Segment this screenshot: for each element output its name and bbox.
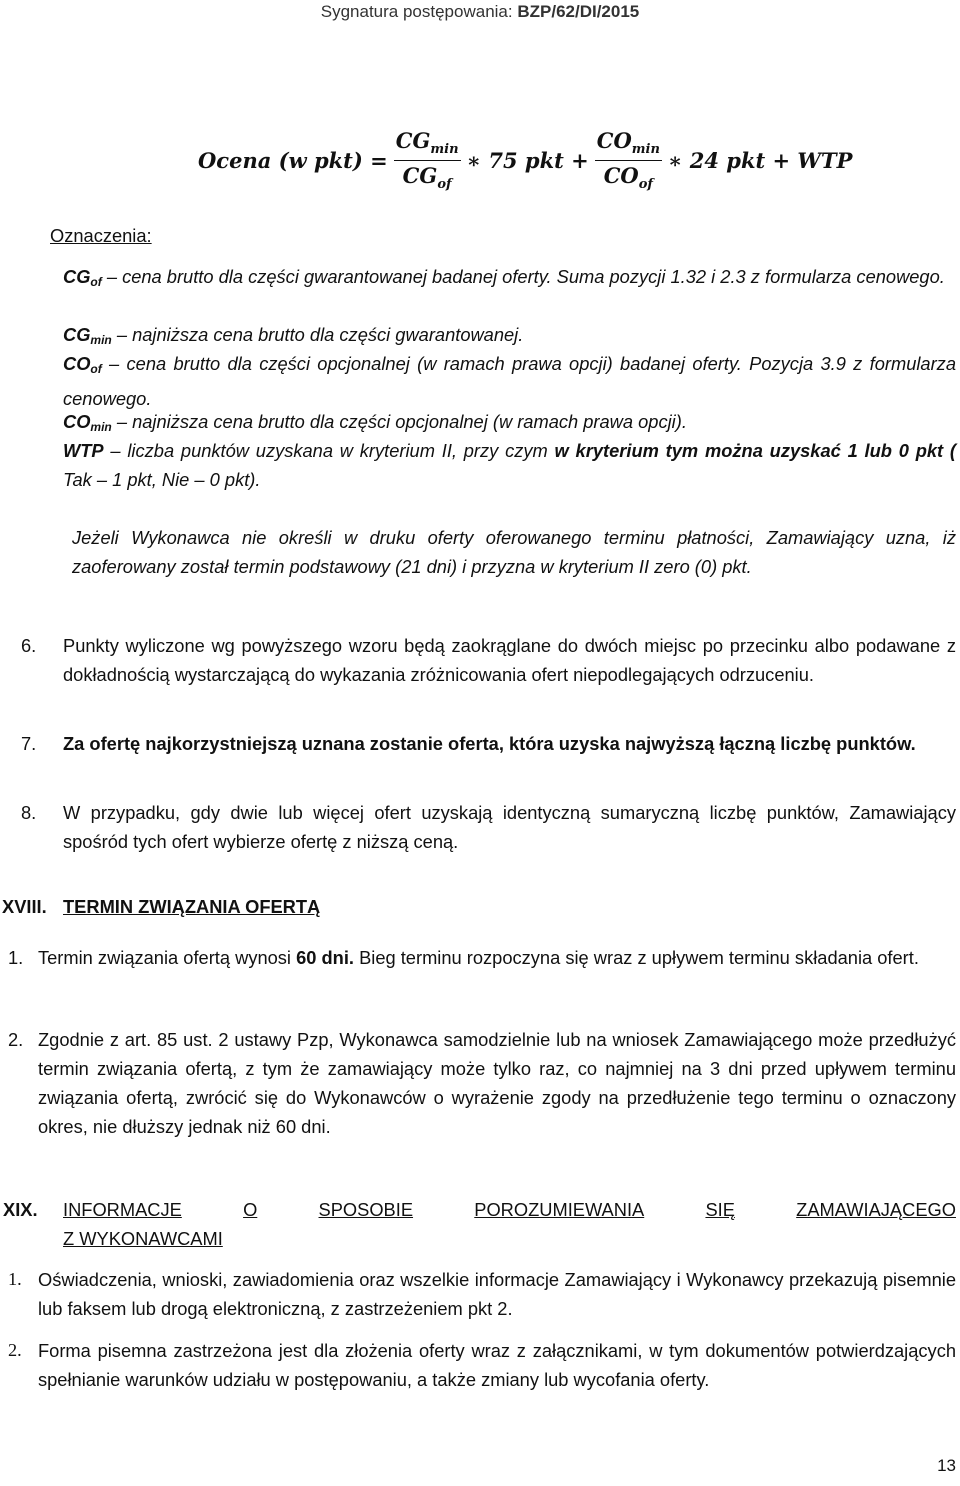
cg-of-symbol: CG — [402, 162, 438, 188]
co-of-sub: of — [638, 176, 653, 192]
cg-min-text: – najniższa cena brutto dla części gwarantowanej. — [111, 324, 524, 345]
xix-title-word: SIĘ — [705, 1199, 735, 1220]
xix-item-1-number: 1. — [8, 1269, 22, 1289]
header-signature: BZP/62/DI/2015 — [517, 2, 640, 21]
cg-of-sym: CG — [63, 266, 91, 287]
page-header — [0, 2, 960, 22]
xviii-item-2-number: 2. — [8, 1029, 24, 1050]
section-xix-title-line2: Z WYKONAWCAMI — [63, 1228, 223, 1249]
xix-title-word: ZAMAWIAJĄCEGO — [796, 1199, 956, 1220]
legend-title: Oznaczenia: — [50, 225, 152, 246]
item-8-number: 8. — [21, 802, 37, 823]
cg-min-subscript: min — [90, 333, 112, 347]
header-prefix: Sygnatura postępowania: — [320, 2, 518, 21]
legend-co-of — [63, 349, 956, 413]
co-of-sym: CO — [63, 353, 91, 374]
section-xix-title — [63, 1195, 956, 1224]
cg-min-sym: CG — [63, 324, 91, 345]
xviii-item-2-text: Zgodnie z art. 85 ust. 2 ustawy Pzp, Wykonawca samodzielnie lub na wniosek Zamawiającego może przedłużyć termin związania ofertą, z tym że zamawiający może tylko raz, co najmniej na 3 dni przed upływem terminu związania ofertą, zwrócić się do Wykonawców o wyrażenie zgody na przedłużenie tego terminu o oznaczony okres, nie dłuższy jednak niż 60 dni. — [38, 1029, 956, 1137]
co-of-symbol: CO — [603, 162, 639, 188]
cg-of-text: – cena brutto dla części gwarantowanej badanej oferty. Suma pozycji 1.32 i 2.3 z formularza cenowego. — [101, 266, 945, 287]
item-7-number: 7. — [21, 733, 37, 754]
co-min-text: – najniższa cena brutto dla części opcjonalnej (w ramach prawa opcji). — [111, 411, 687, 432]
co-of-subscript: of — [90, 362, 102, 376]
xviii-item-1-text — [38, 943, 956, 972]
section-xviii-number: XVIII. — [2, 896, 47, 917]
co-min-sym: CO — [63, 411, 91, 432]
formula-lhs: Ocena (w pkt) = — [198, 147, 388, 173]
xviii-item-1-b: 60 dni. — [296, 947, 354, 968]
item-7-text: Za ofertę najkorzystniejszą uznana zostanie oferta, która uzyska najwyższą łączną liczbę punktów. — [63, 733, 916, 754]
legend-cg-of — [63, 262, 956, 297]
wtp-bold: w kryterium tym można uzyskać 1 lub 0 pkt ( — [554, 440, 956, 461]
fraction-co — [595, 128, 662, 191]
fraction-cg — [394, 128, 461, 191]
cg-min-sub: min — [430, 142, 459, 158]
co-min-sub: min — [631, 142, 660, 158]
xix-title-word: POROZUMIEWANIA — [474, 1199, 645, 1220]
xix-title-word: O — [243, 1199, 258, 1220]
co-min-subscript: min — [90, 420, 112, 434]
wtp-text1: – liczba punktów uzyskana w kryterium II, przy czym — [103, 440, 555, 461]
legend-wtp — [63, 436, 956, 494]
xix-item-2-text: Forma pisemna zastrzeżona jest dla złożenia oferty wraz z załącznikami, w tym dokumentów potwierdzających spełnianie warunków udziału w postępowaniu, a także zmiany lub wycofania oferty. — [38, 1340, 956, 1390]
co-min-symbol: CO — [596, 128, 632, 154]
section-xviii-title: TERMIN ZWIĄZANIA OFERTĄ — [63, 896, 321, 917]
item-6-number: 6. — [21, 635, 37, 656]
xix-title-word: SPOSOBIE — [318, 1199, 414, 1220]
xix-item-1-text: Oświadczenia, wnioski, zawiadomienia oraz wszelkie informacje Zamawiający i Wykonawcy przekazują pisemnie lub faksem lub drogą elektroniczną, z zastrzeżeniem pkt 2. — [38, 1269, 956, 1319]
wtp-text2: Tak – 1 pkt, Nie – 0 pkt). — [63, 469, 261, 490]
xix-title-word: INFORMACJE — [63, 1199, 182, 1220]
payment-term-note: Jeżeli Wykonawca nie określi w druku oferty oferowanego terminu płatności, Zamawiający uzna, iż zaoferowany został termin podstawowy (21 dni) i przyzna w kryterium II zero (0) pkt. — [72, 527, 956, 577]
formula-term2: ∗ 24 pkt + WTP — [667, 147, 853, 173]
section-xix-number: XIX. — [3, 1199, 38, 1220]
page-number: 13 — [937, 1456, 956, 1475]
cg-min-symbol: CG — [395, 128, 431, 154]
xix-item-2-number: 2. — [8, 1340, 22, 1360]
wtp-sym: WTP — [63, 440, 104, 461]
xviii-item-1-a: Termin związania ofertą wynosi — [38, 947, 297, 968]
co-of-text: – cena brutto dla części opcjonalnej (w ramach prawa opcji) badanej oferty. Pozycja 3.9 z formularza cenowego. — [63, 353, 956, 409]
scoring-formula — [198, 124, 852, 196]
xviii-item-1-number: 1. — [8, 947, 24, 968]
item-6-text: Punkty wyliczone wg powyższego wzoru będą zaokrąglane do dwóch miejsc po przecinku albo podawane z dokładnością wystarczającą do wykazania zróżnicowania ofert niepodlegających odrzuceniu. — [63, 635, 956, 685]
formula-term1: ∗ 75 pkt + — [466, 147, 589, 173]
cg-of-subscript: of — [90, 275, 102, 289]
xviii-item-1-c: Bieg terminu rozpoczyna się wraz z upływem terminu składania ofert. — [353, 947, 919, 968]
cg-of-sub: of — [437, 176, 452, 192]
item-8-text: W przypadku, gdy dwie lub więcej ofert uzyskają identyczną sumaryczną liczbę punktów, Zamawiający spośród tych ofert wybierze ofertę z niższą ceną. — [63, 802, 956, 852]
